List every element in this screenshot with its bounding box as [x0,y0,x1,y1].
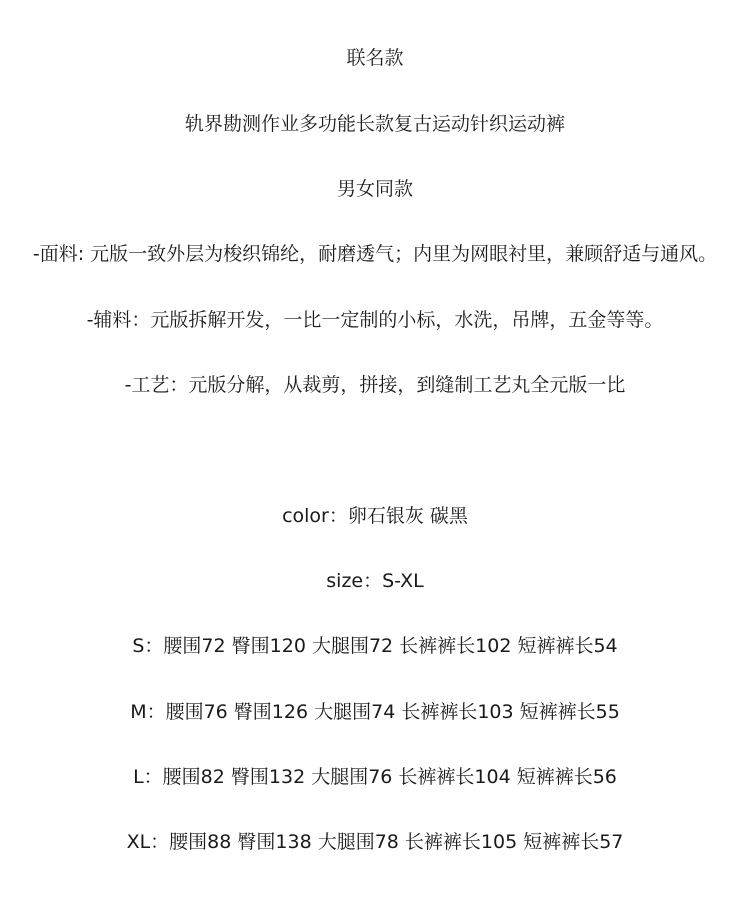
color-options: color：卵石银灰 碳黑 [282,505,468,527]
size-row-l: L：腰围82 臀围132 大腿围76 长裤裤长104 短裤裤长56 [133,766,617,788]
size-range: size：S-XL [326,570,424,592]
product-tag: 联名款 [346,47,404,69]
fabric-description: -面料: 元版一致外层为梭织锦纶，耐磨透气；内里为网眼衬里，兼顾舒适与通风。 [32,243,718,265]
product-title: 轨界勘测作业多功能长款复古运动针织运动裤 [184,113,565,135]
craft-description: -工艺：元版分解，从裁剪，拼接，到缝制工艺丸全元版一比 [124,374,626,396]
size-row-xl: XL：腰围88 臀围138 大腿围78 长裤裤长105 短裤裤长57 [126,831,624,853]
size-row-s: S：腰围72 臀围120 大腿围72 长裤裤长102 短裤裤长54 [132,635,618,657]
size-row-m: M：腰围76 臀围126 大腿围74 长裤裤长103 短裤裤长55 [130,701,620,723]
accessories-description: -辅料：元版拆解开发，一比一定制的小标，水洗，吊牌，五金等等。 [86,309,664,331]
gender-label: 男女同款 [336,178,413,200]
